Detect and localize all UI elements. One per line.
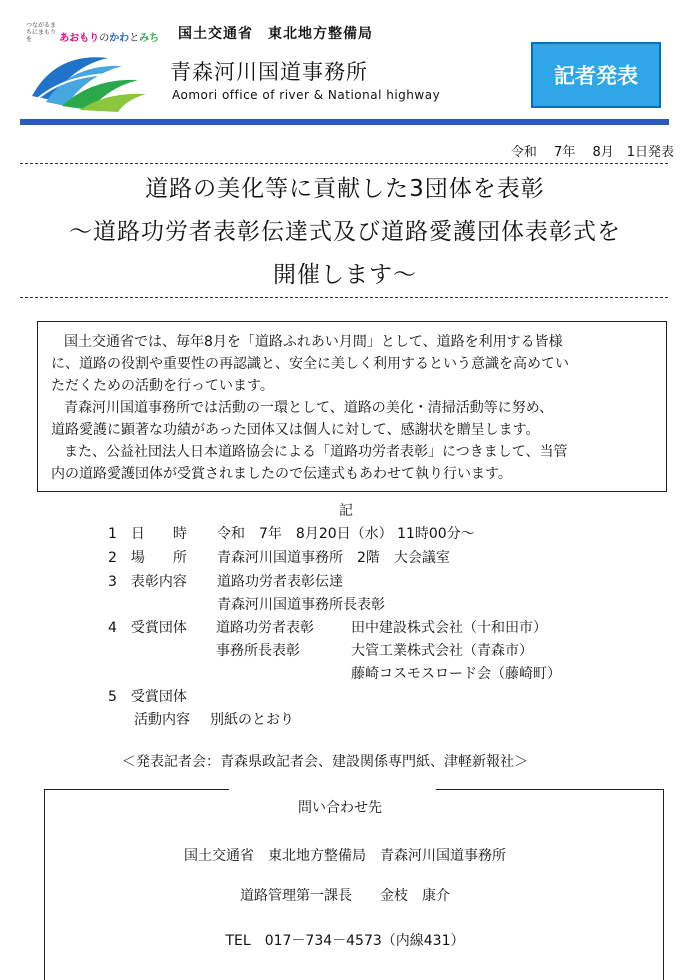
tagline-aomori: あおもり bbox=[59, 33, 100, 44]
tagline-no: の bbox=[99, 33, 110, 44]
header-divider bbox=[20, 119, 669, 125]
notice-heading: 記 bbox=[339, 503, 353, 519]
item-label-venue: 2 場 所 bbox=[108, 550, 187, 566]
item-value-activity: 別紙のとおり bbox=[210, 712, 294, 728]
office-logo-icon bbox=[26, 44, 156, 114]
tagline-kawa: かわ bbox=[109, 33, 130, 44]
press-release-badge: 記者発表 bbox=[531, 42, 661, 108]
contact-person: 道路管理第一課長 金枝 康介 bbox=[240, 888, 450, 904]
summary-line: また、公益社団法人日本道路協会による「道路功労者表彰」につきまして、当管 bbox=[64, 444, 568, 460]
summary-line: 青森河川国道事務所では活動の一環として、道路の美化・清掃活動等に努め、 bbox=[64, 400, 554, 416]
summary-line: ただくための活動を行っています。 bbox=[51, 378, 274, 394]
contact-heading: 問い合わせ先 bbox=[298, 800, 382, 816]
recipient-org-1: 田中建設株式会社（十和田市） bbox=[351, 620, 547, 636]
item-label-recipients: 4 受賞団体 bbox=[108, 620, 187, 636]
summary-line: に、道路の役割や重要性の再認識と、安全に美しく利用するという意識を高めてい bbox=[51, 356, 569, 372]
item-sub-activity: 活動内容 bbox=[134, 712, 190, 728]
contact-organization: 国土交通省 東北地方整備局 青森河川国道事務所 bbox=[184, 848, 506, 864]
contact-heading-gap bbox=[229, 785, 436, 793]
recipient-org-2: 大管工業株式会社（青森市） bbox=[351, 643, 533, 659]
item-value-award-2: 青森河川国道事務所長表彰 bbox=[217, 597, 385, 613]
tagline-small-text: つながるまちにまもりを bbox=[26, 22, 57, 43]
contact-phone: TEL 017－734－4573（内線431） bbox=[225, 933, 465, 949]
tagline-to: と bbox=[129, 33, 140, 44]
ministry-name: 国土交通省 東北地方整備局 bbox=[178, 26, 373, 42]
recipient-category-2: 事務所長表彰 bbox=[216, 643, 300, 659]
title-line-2: ～道路功労者表彰伝達式及び道路愛護団体表彰式を bbox=[69, 219, 621, 245]
tagline-michi: みち bbox=[139, 33, 160, 44]
dashed-divider-bottom bbox=[20, 297, 668, 298]
summary-line: 国土交通省では、毎年8月を「道路ふれあい月間」として、道路を利用する皆様 bbox=[64, 334, 563, 350]
item-label-datetime: 1 日 時 bbox=[108, 526, 187, 542]
item-label-recipient-groups: 5 受賞団体 bbox=[108, 689, 187, 705]
release-date: 令和 7年 8月 1日発表 bbox=[510, 145, 674, 160]
press-clubs: ＜発表記者会：青森県政記者会、建設関係専門紙、津軽新報社＞ bbox=[122, 754, 528, 770]
item-value-datetime: 令和 7年 8月20日（水） 11時00分～ bbox=[217, 526, 475, 542]
item-label-award-content: 3 表彰内容 bbox=[108, 574, 187, 590]
office-name: 青森河川国道事務所 bbox=[170, 60, 368, 84]
summary-line: 道路愛護に顕著な功績があった団体又は個人に対して、感謝状を贈呈します。 bbox=[51, 422, 540, 438]
office-name-en: Aomori office of river & National highway bbox=[172, 88, 441, 102]
title-line-1: 道路の美化等に貢献した3団体を表彰 bbox=[145, 176, 545, 202]
item-value-award-1: 道路功労者表彰伝達 bbox=[217, 574, 343, 590]
dashed-divider-top bbox=[20, 163, 668, 164]
recipient-category-1: 道路功労者表彰 bbox=[216, 620, 314, 636]
logo-tagline bbox=[26, 22, 159, 44]
summary-line: 内の道路愛護団体が受賞されましたので伝達式もあわせて執り行います。 bbox=[51, 466, 512, 482]
item-value-venue: 青森河川国道事務所 2階 大会議室 bbox=[217, 550, 450, 566]
recipient-org-3: 藤崎コスモスロード会（藤崎町） bbox=[351, 666, 561, 682]
title-line-3: 開催します～ bbox=[273, 262, 417, 288]
